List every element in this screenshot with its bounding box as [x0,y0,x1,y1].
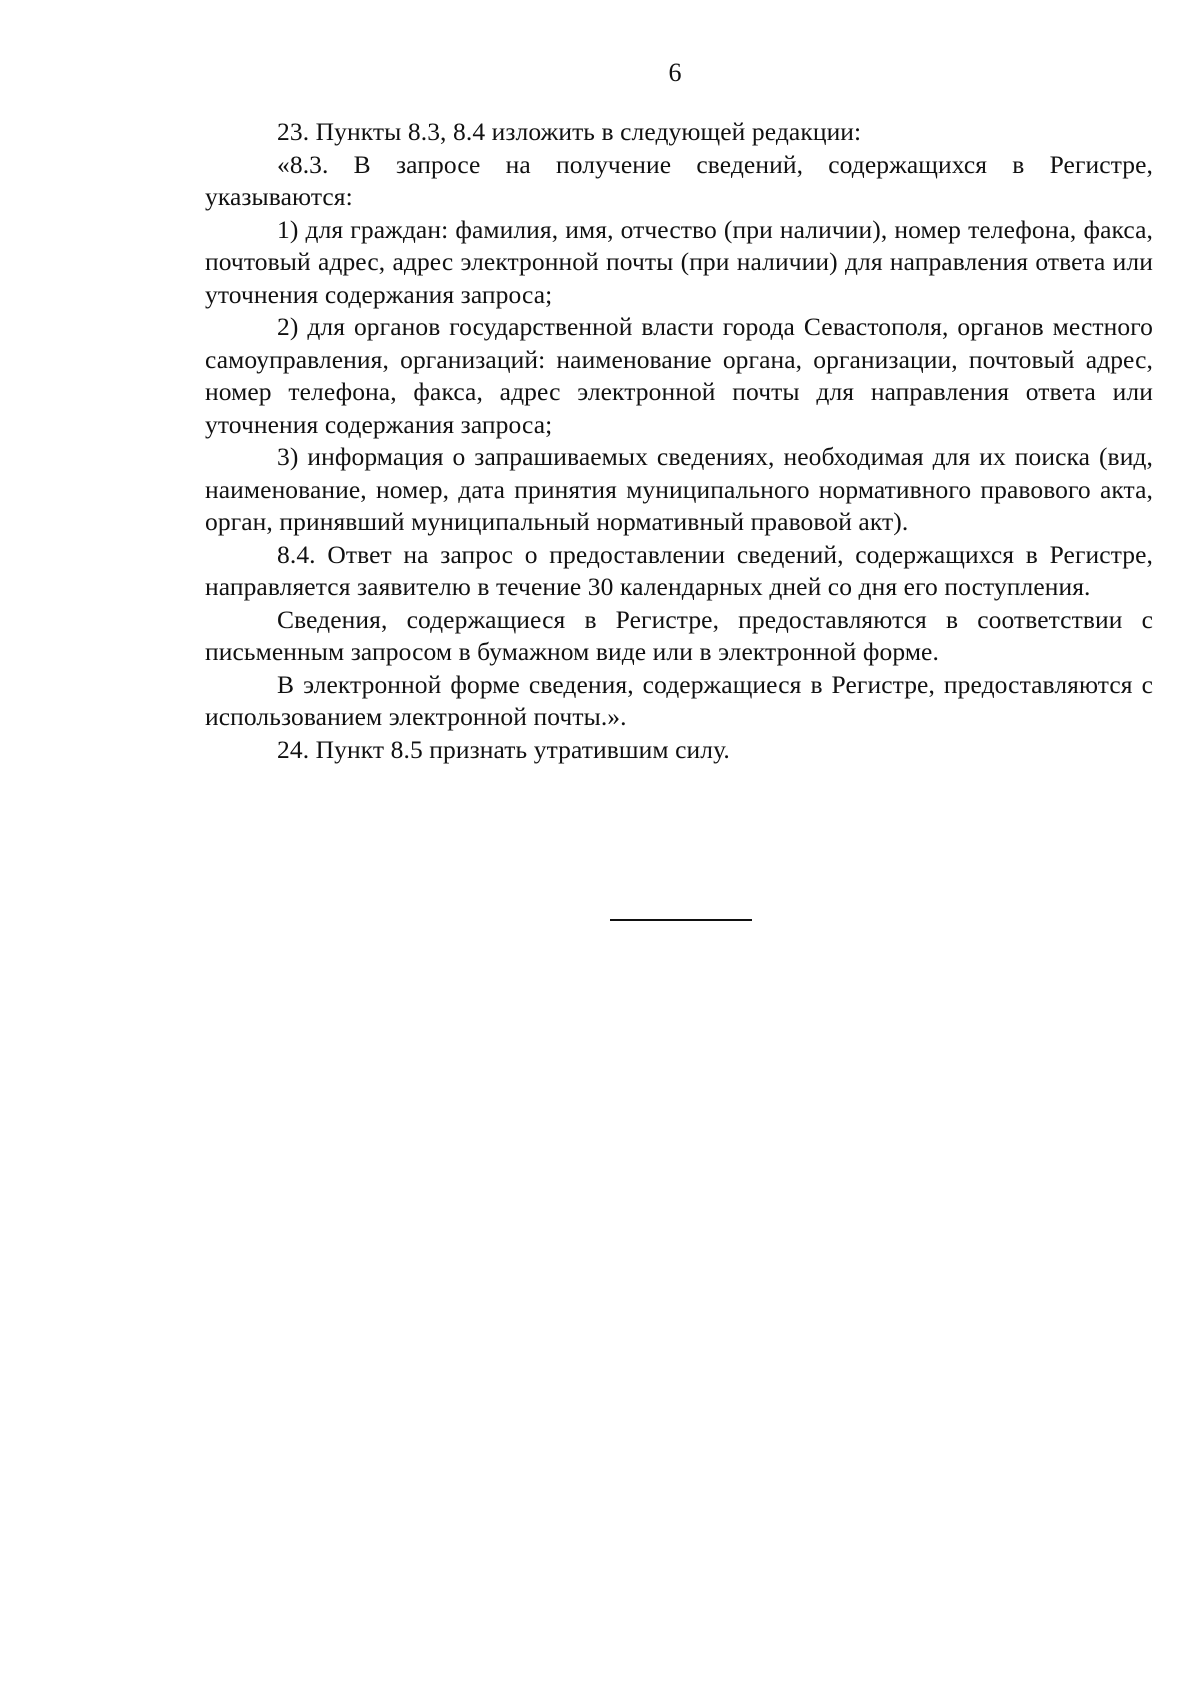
paragraph-provision-format: Сведения, содержащиеся в Регистре, предоставляются в соответствии с письменным запросом в бумажном виде или в электронной форме. [205,604,1153,666]
paragraph-8-4-response: 8.4. Ответ на запрос о предоставлении сведений, содержащихся в Регистре, направляется заявителю в течение 30 календарных дней со дня его поступления. [205,539,1153,601]
paragraph-requested-info: 3) информация о запрашиваемых сведениях, необходимая для их поиска (вид, наименование, номер, дата принятия муниципального нормативного правового акта, орган, принявший муниципальный нормативный правовой акт). [205,442,1153,536]
closing-divider [610,919,752,921]
page-number: 6 [668,58,682,87]
paragraph-organizations: 2) для органов государственной власти города Севастополя, органов местного самоуправления, организаций: наименование органа, организации, почтовый адрес, номер телефона, факса, адрес электронной почты для направления ответа или уточнения содержания запроса; [205,312,1153,439]
paragraph-electronic-form: В электронной форме сведения, содержащиеся в Регистре, предоставляются с использованием электронной почты.». [205,669,1153,731]
paragraph-item-23: 23. Пункты 8.3, 8.4 изложить в следующей редакции: [277,117,862,146]
document-body [205,116,1153,766]
paragraph-8-3-intro: «8.3. В запросе на получение сведений, содержащихся в Регистре, указываются: [205,149,1153,211]
paragraph-item-24: 24. Пункт 8.5 признать утратившим силу. [277,734,730,764]
paragraph-citizens: 1) для граждан: фамилия, имя, отчество (при наличии), номер телефона, факса, почтовый адрес, адрес электронной почты (при наличии) для направления ответа или уточнения содержания запроса; [205,214,1153,309]
